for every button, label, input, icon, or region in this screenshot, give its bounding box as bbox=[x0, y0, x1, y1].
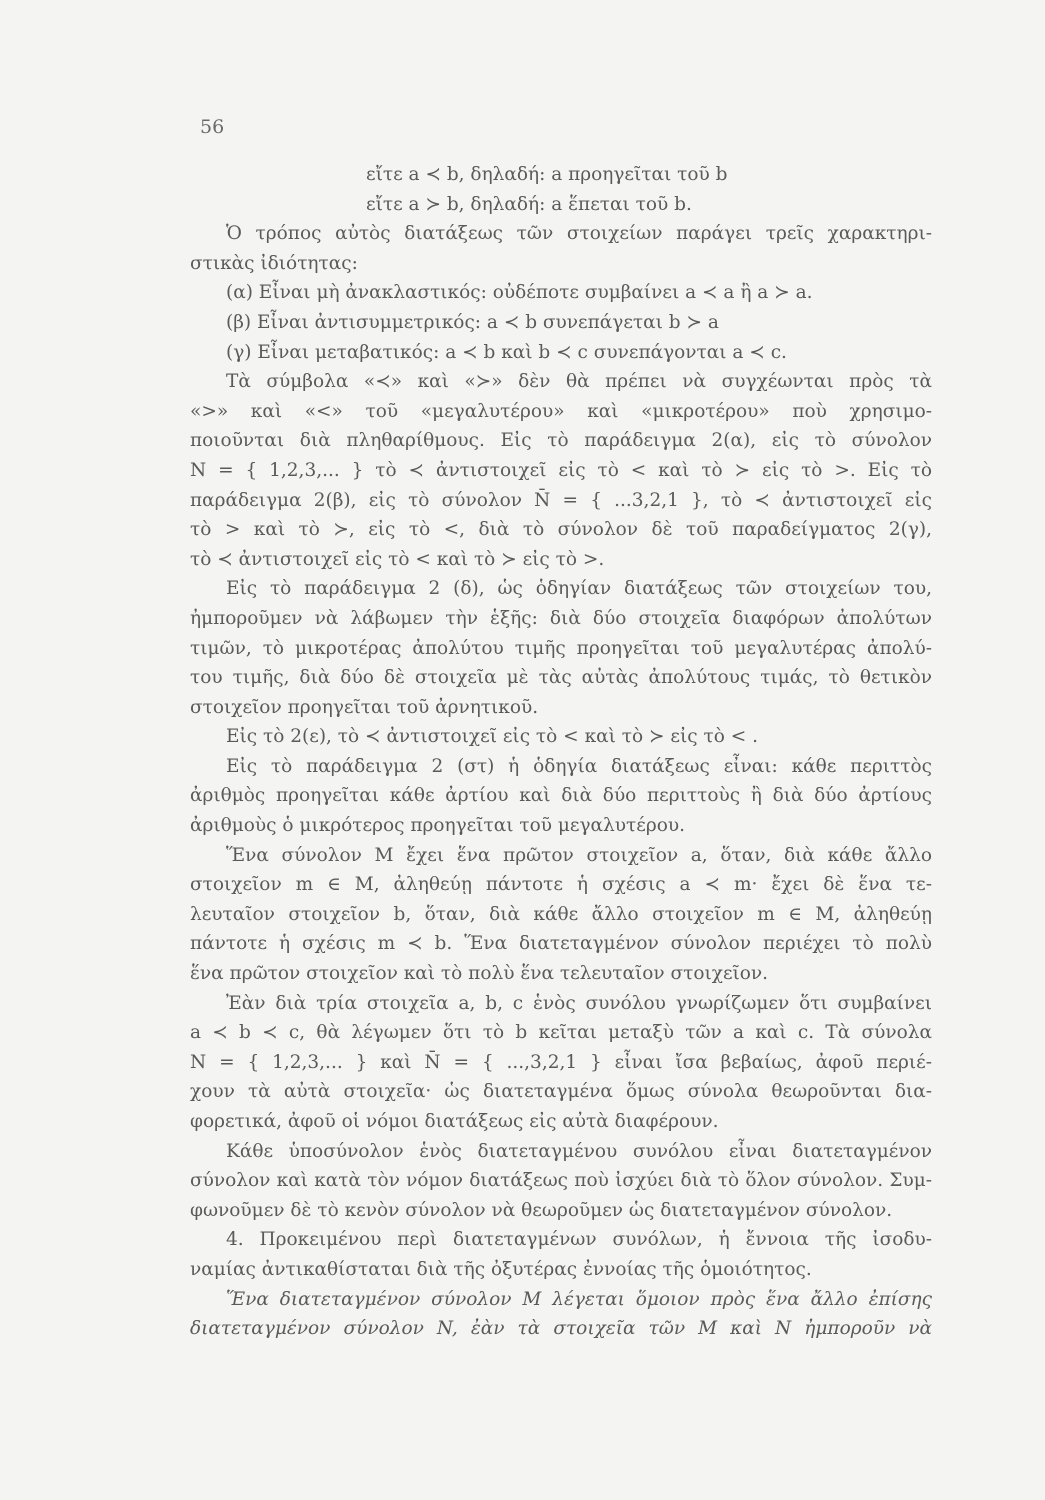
text-line: (α) Εἶναι μὴ ἀνακλαστικός: οὐδέποτε συμβαίνει a ≺ a ἢ a ≻ a. bbox=[226, 282, 813, 304]
text-line: (γ) Εἶναι μεταβατικός: a ≺ b καὶ b ≺ c συνεπάγονται a ≺ c. bbox=[226, 341, 787, 363]
text-line: Ἕνα σύνολον M ἔχει ἕνα πρῶτον στοιχεῖον a, ὅταν, διὰ κάθε ἄλλο bbox=[226, 844, 932, 866]
text-line: λευταῖον στοιχεῖον b, ὅταν, διὰ κάθε ἄλλο στοιχεῖον m ∈ M, ἀληθεύῃ bbox=[190, 903, 932, 925]
text-line: στοιχεῖον προηγεῖται τοῦ ἀρνητικοῦ. bbox=[190, 696, 539, 718]
text-line: a ≺ b ≺ c, θὰ λέγωμεν ὅτι τὸ b κεῖται μεταξὺ τῶν a καὶ c. Τὰ σύνολα bbox=[190, 1022, 932, 1044]
text-line: ἀριθμοὺς ὁ μικρότερος προηγεῖται τοῦ μεγαλυτέρου. bbox=[190, 815, 685, 837]
text-line: Κάθε ὑποσύνολον ἑνὸς διατεταγμένου συνόλου εἶναι διατεταγμένον bbox=[226, 1140, 932, 1162]
text-line: πάντοτε ἡ σχέσις m ≺ b. Ἕνα διατεταγμένον σύνολον περιέχει τὸ πολὺ bbox=[190, 933, 932, 955]
page-number: 56 bbox=[200, 116, 225, 138]
text-line: «>» καὶ «<» τοῦ «μεγαλυτέρου» καὶ «μικροτέρου» ποὺ χρησιμο- bbox=[190, 400, 932, 422]
text-line: τὸ ≺ ἀντιστοιχεῖ εἰς τὸ < καὶ τὸ ≻ εἰς τὸ >. bbox=[190, 548, 605, 570]
text-line: Εἰς τὸ 2(ε), τὸ ≺ ἀντιστοιχεῖ εἰς τὸ < καὶ τὸ ≻ εἰς τὸ < . bbox=[226, 726, 758, 748]
text-line: ἕνα πρῶτον στοιχεῖον καὶ τὸ πολὺ ἕνα τελευταῖον στοιχεῖον. bbox=[190, 963, 769, 985]
text-line: ποιοῦνται διὰ πληθαρίθμους. Εἰς τὸ παράδειγμα 2(α), εἰς τὸ σύνολον bbox=[190, 430, 932, 452]
text-line: σύνολον καὶ κατὰ τὸν νόμον διατάξεως ποὺ ἰσχύει διὰ τὸ ὅλον σύνολον. Συμ- bbox=[190, 1170, 932, 1192]
text-line: τιμῶν, τὸ μικροτέρας ἀπολύτου τιμῆς προηγεῖται τοῦ μεγαλυτέρας ἀπολύ- bbox=[190, 637, 932, 659]
text-line: ἀριθμὸς προηγεῖται κάθε ἀρτίου καὶ διὰ δύο περιττοὺς ἢ διὰ δύο ἀρτίους bbox=[190, 785, 932, 807]
body-text bbox=[190, 160, 932, 1344]
text-line: N = { 1,2,3,... } τὸ ≺ ἀντιστοιχεῖ εἰς τὸ < καὶ τὸ ≻ εἰς τὸ >. Εἰς τὸ bbox=[190, 459, 932, 481]
text-line: παράδειγμα 2(β), εἰς τὸ σύνολον N̄ = { ...3,2,1 }, τὸ ≺ ἀντιστοιχεῖ εἰς bbox=[190, 489, 932, 511]
text-line: εἴτε a ≻ b, δηλαδή: a ἕπεται τοῦ b. bbox=[366, 193, 692, 215]
text-line: διατεταγμένον σύνολον N, ἐὰν τὰ στοιχεῖα τῶν M καὶ N ἠμποροῦν νὰ bbox=[190, 1318, 932, 1340]
text-line: εἴτε a ≺ b, δηλαδή: a προηγεῖται τοῦ b bbox=[366, 164, 728, 185]
text-line: χουν τὰ αὐτὰ στοιχεῖα· ὡς διατεταγμένα ὅμως σύνολα θεωροῦνται δια- bbox=[190, 1081, 932, 1103]
text-line: Εἰς τὸ παράδειγμα 2 (στ) ἡ ὁδηγία διατάξεως εἶναι: κάθε περιττὸς bbox=[226, 755, 932, 777]
text-line: (β) Εἶναι ἀντισυμμετρικός: a ≺ b συνεπάγεται b ≻ a bbox=[226, 311, 719, 333]
text-line: ναμίας ἀντικαθίσταται διὰ τῆς ὀξυτέρας ἐννοίας τῆς ὁμοιότητος. bbox=[190, 1258, 812, 1280]
text-line: N = { 1,2,3,... } καὶ N̄ = { ...,3,2,1 } εἶναι ἴσα βεβαίως, ἀφοῦ περιέ- bbox=[190, 1051, 932, 1073]
text-line: Ὁ τρόπος αὐτὸς διατάξεως τῶν στοιχείων παράγει τρεῖς χαρακτηρι- bbox=[226, 223, 932, 245]
text-line: 4. Προκειμένου περὶ διατεταγμένων συνόλων, ἡ ἔννοια τῆς ἰσοδυ- bbox=[226, 1229, 932, 1251]
text-line: Ἐὰν διὰ τρία στοιχεῖα a, b, c ἑνὸς συνόλου γνωρίζωμεν ὅτι συμβαίνει bbox=[226, 992, 932, 1014]
text-line: τὸ > καὶ τὸ ≻, εἰς τὸ <, διὰ τὸ σύνολον δὲ τοῦ παραδείγματος 2(γ), bbox=[190, 519, 932, 541]
text-line: Εἰς τὸ παράδειγμα 2 (δ), ὡς ὁδηγίαν διατάξεως τῶν στοιχείων του, bbox=[226, 578, 932, 600]
text-line: στοιχεῖον m ∈ M, ἀληθεύῃ πάντοτε ἡ σχέσις a ≺ m· ἔχει δὲ ἕνα τε- bbox=[190, 874, 932, 896]
text-line: φορετικά, ἀφοῦ οἱ νόμοι διατάξεως εἰς αὐτὰ διαφέρουν. bbox=[190, 1111, 719, 1132]
text-line: στικὰς ἰδιότητας: bbox=[190, 252, 358, 274]
text-line: ἠμποροῦμεν νὰ λάβωμεν τὴν ἑξῆς: διὰ δύο στοιχεῖα διαφόρων ἀπολύτων bbox=[190, 607, 932, 629]
text-line: Ἕνα διατεταγμένον σύνολον M λέγεται ὅμοιον πρὸς ἕνα ἄλλο ἐπίσης bbox=[226, 1288, 932, 1310]
text-line: φωνοῦμεν δὲ τὸ κενὸν σύνολον νὰ θεωροῦμεν ὡς διατεταγμένον σύνολον. bbox=[190, 1199, 893, 1221]
text-line: του τιμῆς, διὰ δύο δὲ στοιχεῖα μὲ τὰς αὐτὰς ἀπολύτους τιμάς, τὸ θετικὸν bbox=[190, 667, 932, 689]
text-line: Τὰ σύμβολα «≺» καὶ «≻» δὲν θὰ πρέπει νὰ συγχέωνται πρὸς τὰ bbox=[226, 371, 932, 393]
